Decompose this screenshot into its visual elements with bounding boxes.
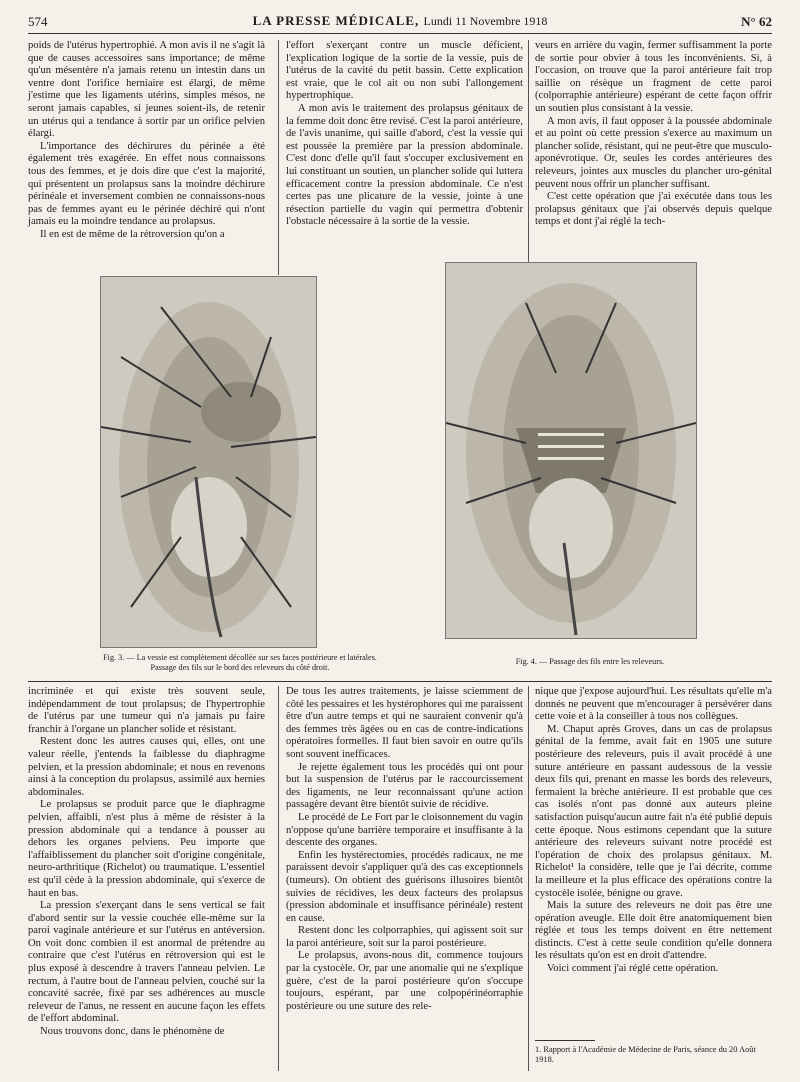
- top-column-2: [286, 40, 523, 229]
- paragraph: Le prolapsus, avons-nous dit, commence toujours par la cystocèle. Or, par une anomalie qui ne s'explique guère, c'est de la paroi postérieure qu'on s'occupe toujours, espérant, par une colpopérinéorraphie postérieure ou une suture des rele-: [286, 950, 523, 1012]
- figure-3-caption-line-1: Fig. 3. — La vessie est complètement décollée sur ses faces postérieure et latérales.: [103, 653, 377, 662]
- paragraph: nique que j'expose aujourd'hui. Les résultats qu'elle m'a donnés ne peuvent que m'encourager à persévérer dans cette voie et à la conseiller à tous nos collègues.: [535, 686, 772, 723]
- page-header: [28, 10, 772, 32]
- paragraph: La pression s'exerçant dans le sens vertical se fait d'abord sentir sur la vessie couchée elle-même sur la paroi vaginale antérieure et sur l'utérus en antéversion. On voit donc combien il est anormal de prétendre au contraire que c'est l'utérus en rétroversion qui est le plus exposé à descendre à travers l'anneau pelvien. Le rectum, à l'autre bout de l'anneau pelvien, couché sur la concavité sacrée, fixé par ses adhérences au muscle releveur de l'anus, ne ressent en aucune façon les effets de l'effort abdominal.: [28, 900, 265, 1025]
- paragraph: C'est cette opération que j'ai exécutée dans tous les prolapsus génitaux que j'ai observés depuis quelque temps et dont j'ai réglé la tech-: [535, 191, 772, 228]
- figure-rule: [28, 681, 772, 682]
- paragraph: A mon avis le traitement des prolapsus génitaux de la femme doit donc être revisé. C'est la paroi antérieure, de l'avis unanime, qui saille d'abord, c'est la vessie qui est poussée la première par la pression abdominale. C'est donc d'elle qu'il faut s'occuper exclusivement en lui constituant un soutien, un plancher solide qui luttera efficacement contre la pression abdominale. Ce n'est certes pas une plicature de la vessie, jointe à une résection partielle du vagin qui permettra d'obtenir l'obstacle nécessaire à la sortie de la vessie.: [286, 102, 523, 228]
- paragraph: Restent donc les colporraphies, qui agissent soit sur la paroi antérieure, soit sur la paroi postérieure.: [286, 925, 523, 949]
- paragraph: incriminée et qui existe très souvent seule, indépendamment de tout prolapsus; de l'hypertrophie de l'utérus par une tumeur qui n'a jamais pu faire franchir à l'organe un plancher solide et résistant.: [28, 686, 265, 735]
- bottom-column-2: [286, 686, 523, 1013]
- issue-date: Lundi 11 Novembre 1918: [423, 14, 548, 28]
- paragraph: Enfin les hystérectomies, procédés radicaux, ne me paraissent devoir s'appliquer qu'à des cas exceptionnels (tumeurs). On obtient des guérisons illusoires bientôt suivies de récidives, les deux facteurs des prolapsus (pression abdominale et insuffisance périnéale) restent en cause.: [286, 849, 523, 924]
- paragraph: Il en est de même de la rétroversion qu'on a: [40, 228, 225, 240]
- issue-number: N° 62: [741, 14, 772, 29]
- top-column-1: [28, 40, 265, 242]
- paragraph: Mais la suture des releveurs ne doit pas être une opération aveugle. Elle doit être anatomiquement bien réglée et tous les temps doivent en être nettement distincts. C'est à cette seule condition qu'elle donnera les résultats qu'on est en droit d'attendre.: [535, 900, 772, 962]
- header-rule: [28, 33, 772, 34]
- paragraph: Le procédé de Le Fort par le cloisonnement du vagin n'oppose qu'une barrière temporaire et insuffisante à la descente des organes.: [286, 811, 523, 849]
- column-divider: [278, 40, 279, 275]
- footnote: 1. Rapport à l'Académie de Médecine de Paris, séance du 20 Août 1918.: [535, 1045, 756, 1064]
- paragraph: poids de l'utérus hypertrophié. A mon avis il ne s'agit là que de causes accessoires sans importance; de même qu'un mésentère n'a jamais retenu un intestin dans un ventre dont l'orifice herniaire est élargi, de même j'estime que les ligaments utérins, simples mésos, ne seront jamais capables, si jeunes soient-ils, de retenir un utérus qui a tendance à sortir par un orifice pelvien élargi.: [28, 40, 265, 140]
- surgical-illustration-icon: [101, 277, 316, 647]
- figure-3-caption: [60, 653, 420, 673]
- journal-title: [28, 13, 772, 29]
- paragraph: veurs en arrière du vagin, fermer suffisamment la porte de sortie pour obvier à tous les inconvénients. Si, à l'occasion, on trouve que la paroi antérieure fait trop saillie on résèque un fragment de cette paroi (colporraphie antérieure) espérant de cette façon offrir un soutien plus consistant à la vessie.: [535, 40, 772, 114]
- paragraph: De tous les autres traitements, je laisse sciemment de côté les pessaires et les hystérophores qui me paraissent être d'un autre temps et qui ne sauraient convenir qu'à des femmes très âgées ou en cas de contre-indications opératoires formelles. Il faut bien savoir en outre qu'ils sont souvent inefficaces.: [286, 686, 523, 760]
- figure-3-caption-line-2: Passage des fils sur le bord des releveurs du côté droit.: [150, 663, 330, 672]
- figure-3-illustration: [100, 276, 317, 648]
- paragraph: A mon avis, il faut opposer à la poussée abdominale et au point où cette pression s'exerce au maximum un plancher solide, résistant, qui ne peut-être que musculo-aponévrotique. Or, seules les cordes antérieures des releveurs, jointes aux muscles du plancher uro-génital peuvent nous offrir un plancher suffisant.: [535, 115, 772, 190]
- paragraph: Nous trouvons donc, dans le phénomène de: [40, 1026, 225, 1038]
- top-column-3: [535, 40, 772, 229]
- column-divider: [528, 40, 529, 275]
- paragraph: Restent donc les autres causes qui, elles, ont une valeur réelle, j'entends la faiblesse du diaphragme pelvien, et la pression abdominale; et nous en revenons ainsi à la conception du prolapsus, assimilé aux hernies abdominales.: [28, 736, 265, 798]
- figure-4-illustration: [445, 262, 697, 639]
- page-number: 574: [28, 14, 48, 29]
- figure-4-caption: Fig. 4. — Passage des fils entre les releveurs.: [515, 657, 665, 666]
- column-divider: [528, 686, 529, 1071]
- surgical-illustration-icon: [446, 263, 696, 638]
- bottom-column-3: [535, 686, 772, 976]
- paragraph: Voici comment j'ai réglé cette opération.: [547, 963, 719, 975]
- paragraph: l'effort s'exerçant contre un muscle déficient, l'explication logique de la sortie de la vessie, puis de l'utérus de la cavité du petit bassin. Cette explication est vraie, que le col ait ou non subi l'allongement hypertrophique.: [286, 40, 523, 102]
- paragraph: L'importance des déchirures du périnée a été également très exagérée. En effet nous connaissons tous des femmes, et je dois dire que c'est la majorité, qui présentent un prolapsus sans la moindre déchirure périnéale et inversement combien ne connaissons-nous pas de femmes ayant eu le périnée déchiré qui n'ont jamais eu la moindre tendance au prolapsus.: [28, 140, 265, 228]
- journal-name: LA PRESSE MÉDICALE,: [252, 13, 420, 28]
- footnote-rule: [535, 1040, 595, 1041]
- bottom-column-1: [28, 686, 265, 1039]
- column-divider: [278, 686, 279, 1071]
- paragraph: Je rejette également tous les procédés qui ont pour but la suspension de l'utérus par le raccourcissement des ligaments, ne leur reconnaissant qu'une action passagère devant être bientôt suivie de récidive.: [286, 761, 523, 811]
- paragraph: M. Chaput après Groves, dans un cas de prolapsus génital de la femme, avait fait en 1905 une suture postérieure des releveurs, puis il avait procédé à une suture antérieure en passant audessous de la vessie deux fils qui, prenant en masse les bords des releveurs, fermaient la brèche antérieure. Il est probable que ces cas isolés n'ont pas donné aux auteurs pleine satisfaction puisqu'aucun autre fait n'a été publié depuis cette époque. Nous estimons cependant que la suture antérieure des releveurs suivant notre procédé est l'opération de choix des prolapsus génitaux. M. Richelot¹ la considère, telle que je l'ai décrite, comme la meilleure et la plus efficace des opérations contre la cystocèle isolée, bénigne ou grave.: [535, 723, 772, 899]
- paragraph: Le prolapsus se produit parce que le diaphragme pelvien, affaibli, n'est plus à même de résister à la pression abdominale qui a tendance à pousser au dehors les organes pelviens. Peu importe que l'affaiblissement du plancher soit d'origine congénitale, neuro-arthritique (Richelot) ou traumatique. L'essentiel est qu'il cède à la pression abdominale, qui s'exerce de haut en bas.: [28, 799, 265, 899]
